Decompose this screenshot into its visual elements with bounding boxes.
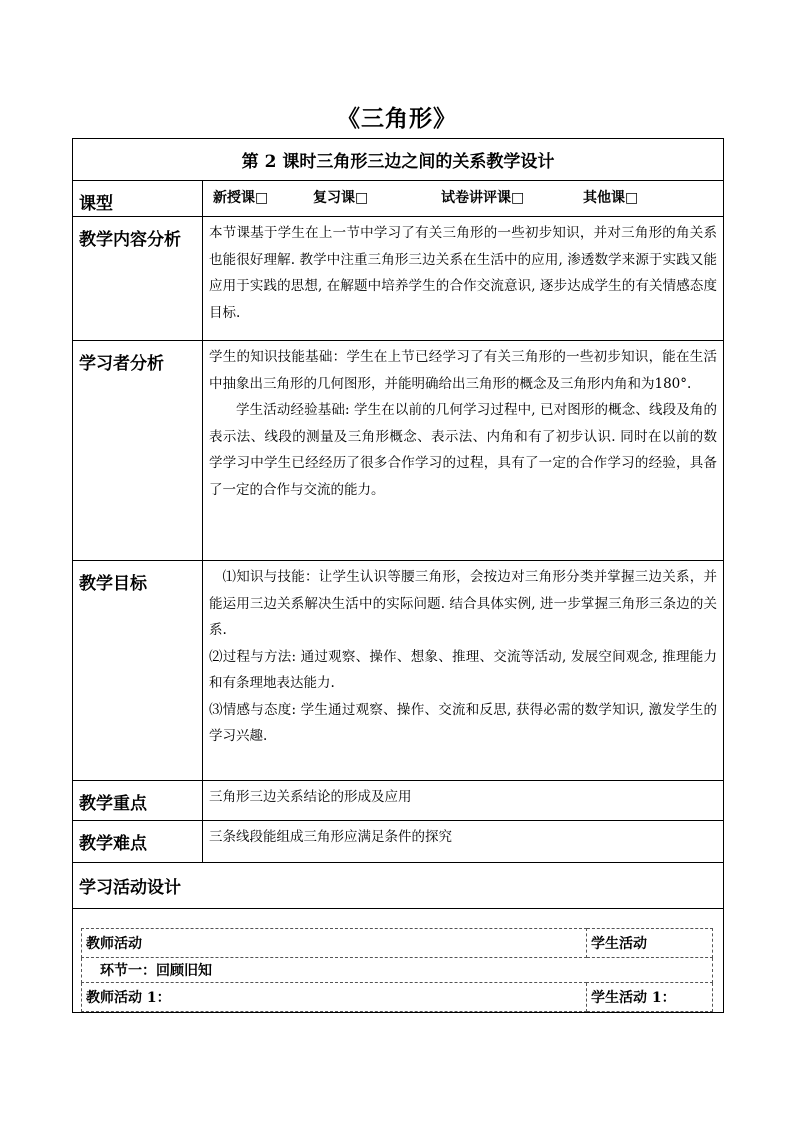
content-analysis-paragraph: 本节课基于学生在上一节中学习了有关三角形的一些初步知识，并对三角形的角关系也能很好理解. 教学中注重三角形三边关系在生活中的应用, 渗透数学来源于实践又能应用于实践的思想, 在解题中培养学生的合作交流意识, 逐步达成学生的有关情感态度目标. bbox=[209, 225, 718, 321]
lesson-plan-table bbox=[72, 138, 724, 1013]
learner-analysis-text bbox=[203, 341, 724, 561]
option-exam-review-lesson: 试卷讲评课□ bbox=[441, 190, 525, 206]
teacher-activity-1: 教师活动 1： bbox=[82, 983, 587, 1012]
content-analysis-label: 教学内容分析 bbox=[73, 217, 203, 341]
learner-experience-paragraph: 学生活动经验基础: 学生在以前的几何学习过程中, 已对图形的概念、线段及角的表示法、线段的测量及三角形概念、表示法、内角和有了初步认识. 同时在以前的数学学习中学生已经经历了很多合作学习的过程，具有了一定的合作学习的经验，具备了一定的合作与交流的能力。 bbox=[209, 402, 718, 498]
key-points-text: 三角形三边关系结论的形成及应用 bbox=[203, 781, 724, 821]
option-new-lesson: 新授课□ bbox=[213, 190, 269, 206]
student-activity-1: 学生活动 1： bbox=[587, 983, 713, 1012]
lesson-heading: 第 2 课时三角形三边之间的关系教学设计 bbox=[73, 139, 724, 181]
learner-knowledge-paragraph: 学生的知识技能基础：学生在上节已经学习了有关三角形的一些初步知识，能在生活中抽象出三角形的几何图形，并能明确给出三角形的概念及三角形内角和为180°. bbox=[209, 349, 718, 392]
activity-design-label: 学习活动设计 bbox=[73, 863, 724, 909]
option-review-lesson: 复习课□ bbox=[313, 190, 369, 206]
key-points-label: 教学重点 bbox=[73, 781, 203, 821]
option-other-lesson: 其他课□ bbox=[583, 190, 639, 206]
objective-knowledge: ⑴知识与技能：让学生认识等腰三角形，会按边对三角形分类并掌握三边关系，并能运用三边关系解决生活中的实际问题. 结合具体实例, 进一步掌握三角形三条边的关系. bbox=[209, 569, 718, 638]
difficulties-label: 教学难点 bbox=[73, 821, 203, 863]
objectives-label: 教学目标 bbox=[73, 561, 203, 781]
learner-analysis-label: 学习者分析 bbox=[73, 341, 203, 561]
difficulties-text: 三条线段能组成三角形应满足条件的探究 bbox=[203, 821, 724, 863]
section-review-heading: 环节一：回顾旧知 bbox=[82, 958, 713, 983]
teacher-activity-header: 教师活动 bbox=[82, 929, 587, 958]
course-type-options bbox=[203, 181, 724, 217]
content-analysis-text bbox=[203, 217, 724, 341]
activity-table bbox=[81, 928, 713, 1012]
objectives-text bbox=[203, 561, 724, 781]
objective-attitude: ⑶情感与态度: 学生通过观察、操作、交流和反思, 获得必需的数学知识, 激发学生的学习兴趣. bbox=[209, 701, 718, 744]
activity-design-area bbox=[73, 909, 724, 1013]
course-type-label: 课型 bbox=[73, 181, 203, 217]
objective-process: ⑵过程与方法: 通过观察、操作、想象、推理、交流等活动, 发展空间观念, 推理能力和有条理地表达能力. bbox=[209, 648, 718, 691]
document-title: 《三角形》 bbox=[337, 105, 457, 132]
student-activity-header: 学生活动 bbox=[587, 929, 713, 958]
